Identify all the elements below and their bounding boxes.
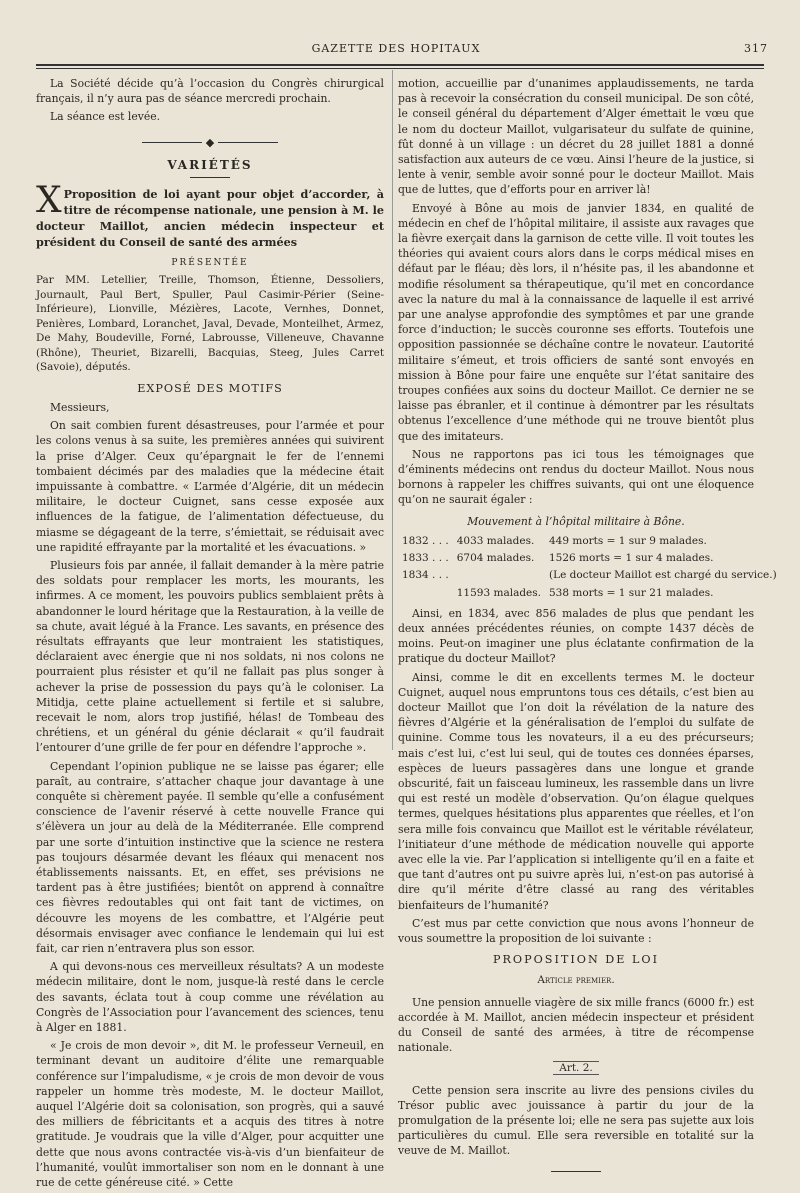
proposal-title — [36, 180, 384, 250]
paragraph: Ainsi, en 1834, avec 856 malades de plus que pendant les deux années précédentes réunies, on compte 1437 décès de moins. Peut-on imaginer une plus éclatante confirmation de la pratique du docteur Maillot? — [398, 606, 754, 666]
left-column — [36, 76, 384, 1193]
mortality-table — [398, 533, 781, 602]
table-row — [398, 567, 781, 584]
deputies-list: Par MM. Letellier, Treille, Thomson, Étienne, Dessoliers, Journault, Paul Bert, Spuller, Paul Casimir-Périer (Seine-Inférieure), Lionville, Mézières, Lacote, Vernhes, Donnet, Penières, Lombard, Loranchet, Javal, Devade, Monteilhet, Armez, De Mahy, Boudeville, Forné, Labrousse, Villeneuve, Chavanne (Rhône), Theuriet, Bizarelli, Bacquias, Steeg, Jules Carret (Savoie), députés. — [36, 274, 384, 374]
table-cell: 11593 malades. — [456, 586, 541, 599]
journal-title: GAZETTE DES HOPITAUX — [311, 42, 481, 55]
law-title: PROPOSITION DE LOI — [492, 953, 660, 967]
table-cell: 538 morts = 1 sur 21 malades. — [549, 586, 714, 599]
article-2-text: Cette pension sera inscrite au livre des pensions civiles du Trésor public avec jouissance à partir du jour de la promulgation de la présente loi; elle ne sera pas sujette aux lois particulières du cumul. Elle sera reversible en totalité sur la veuve de M. Maillot. — [398, 1083, 754, 1158]
paragraph: motion, accueillie par d’unanimes applaudissements, ne tarda pas à recevoir la consécration du conseil municipal. De son côté, le conseil général du département d’Alger émettait le vœu que le nom du docteur Maillot, vulgarisateur du sulfate de quinine, fût donné à un village : un décret du 28 juillet 1881 a donné satisfaction aux auteurs de ce vœu. Ainsi l’heure de la justice, si lente à venir, semble avoir sonné pour le docteur Maillot. Mais que de luttes, que d’efforts pour en arriver là! — [398, 77, 754, 197]
paragraph: Nous ne rapportons pas ici tous les témoignages que d’éminents médecins ont rendus du docteur Maillot. Nous nous bornons à rappeler les chiffres suivants, qui ont une éloquence qu’on ne saurait égaler : — [398, 447, 754, 507]
column-separator — [392, 70, 393, 750]
paragraph: A qui devons-nous ces merveilleux résultats? A un modeste médecin militaire, dont le nom, jusque-là resté dans le cercle des savants, éclata tout à coup comme une révélation au Congrès de l’Association pour l’avancement des sciences, tenu à Alger en 1881. — [36, 960, 384, 1035]
paragraph: Cependant l’opinion publique ne se laisse pas égarer; elle paraît, au contraire, s’attacher chaque jour davantage à une conquête si chèrement payée. Il semble qu’elle a confusément conscience de l’avenir réservé à cette nouvelle France qui s’élèvera un jour au delà de la Méditerranée. Elle comprend par une sorte d’intuition instinctive que la science ne restera pas toujours désarmée devant les fléaux qui menacent nos établissements naissants. Et, en effet, ses prévisions ne tardent pas à être justifiées; bientôt on apprend à connaître ces fièvres redoutables qui ont fait tant de victimes, on découvre les moyens de les combattre, et l’Algérie peut désormais envisager avec confiance le lendemain qui lui est fait, car rien n’entravera plus son essor. — [36, 759, 384, 956]
table-row — [398, 585, 781, 602]
table-cell: 1832 . . . — [402, 534, 449, 547]
table-cell: (Le docteur Maillot est chargé du service.) — [549, 569, 777, 582]
presented-label: PRÉSENTÉE — [171, 258, 249, 269]
table-cell — [398, 585, 453, 602]
page-number: 317 — [744, 42, 768, 55]
proposal-title-text: Proposition de loi ayant pour objet d’accorder, à titre de récompense nationale, une pension à M. le docteur Maillot, ancien médecin inspecteur et président du Conseil de santé des armées — [36, 187, 384, 250]
drop-cap: X — [36, 180, 62, 222]
running-header — [24, 42, 768, 58]
paragraph: « Je crois de mon devoir », dit M. le professeur Verneuil, en terminant devant un auditoire d’élite une remarquable conférence sur l’impaludisme, « je crois de mon devoir de vous rappeler un homme très modeste, M. le docteur Maillot, auquel l’Algérie doit sa colonisation, son progrès, qui a sauvé des milliers de fébricitants et a acquis des titres à notre gratitude. Je voudrais que la ville d’Alger, pour acquitter une dette que nous avons contractée vis-à-vis d’un bienfaiteur de l’humanité, voulût immortaliser son nom en le donnant à une rue de cette généreuse cité. » Cette — [36, 1039, 384, 1190]
paragraph: On sait combien furent désastreuses, pour l’armée et pour les colons venus à sa suite, les premières années qui suivirent la prise d’Alger. Ceux qu’épargnait le fer de l’ennemi tombaient décimés par des maladies que la médecine était impuissante à combattre. « L’armée d’Algérie, dit un médecin militaire, le docteur Cuignet, sans cesse exposée aux influences de la fatigue, de l’alimentation défectueuse, du miasme se dégageant de la terre, s’émiettait, se réduisait avec une rapidité effrayante par la mortalité et les évacuations. » — [36, 419, 384, 554]
table-cell: 449 morts = 1 sur 9 malades. — [549, 534, 707, 547]
salutation: Messieurs, — [50, 400, 110, 414]
table-cell: 1834 . . . — [402, 569, 449, 582]
paragraph: Ainsi, comme le dit en excellents termes M. le docteur Cuignet, auquel nous empruntons tous ces détails, c’est bien au docteur Maillot que l’on doit la révélation de la nature des fièvres d’Algérie et la généralisation de l’emploi du sulfate de quinine. Comme tous les novateurs, il a eu des précurseurs; mais c’est lui, c’est lui seul, qui de toutes ces données éparses, espèces de lueurs passagères dans une longue et grande obscurité, fait un faisceau lumineux, les rassemble dans un livre qui est resté un modèle d’observation. Qu’on élague quelques termes, quelques hésitations plus apparentes que réelles, et l’on sera mille fois convaincu que Maillot est le véritable révélateur, l’initiateur d’une méthode de médication nouvelle qui apporte avec elle la vie. Par l’application si intelligente qu’il en a faite et que tant d’autres ont pu suivre après lui, n’est-on pas autorisé à dire qu’il mérite d’être classé au rang des véritables bienfaiteurs de l’humanité? — [398, 670, 754, 912]
header-rule-thick — [36, 64, 764, 66]
expose-heading: EXPOSÉ DES MOTIFS — [137, 381, 283, 395]
paragraph: C’est mus par cette conviction que nous avons l’honneur de vous soumettre la proposition de loi suivante : — [398, 916, 754, 945]
header-rule-thin — [36, 68, 764, 69]
paragraph: La séance est levée. — [50, 110, 161, 124]
table-cell: 6704 malades. — [456, 552, 535, 565]
article-1-heading: Article premier. — [537, 974, 615, 987]
table-row — [398, 533, 781, 550]
table-title: Mouvement à l’hôpital militaire à Bône. — [467, 514, 685, 528]
table-row — [398, 550, 781, 567]
end-rule — [551, 1171, 601, 1172]
article-1-text: Une pension annuelle viagère de six mille francs (6000 fr.) est accordée à M. Maillot, ancien médecin inspecteur et président du Conseil de santé des armées, à titre de récompense nationale. — [398, 995, 754, 1055]
table-cell — [453, 567, 545, 584]
article-2-heading — [398, 1061, 754, 1076]
section-title: VARIÉTÉS — [167, 157, 253, 172]
paragraph: Envoyé à Bône au mois de janvier 1834, en qualité de médecin en chef de l’hôpital militaire, il assiste aux ravages que la fièvre exerçait dans la garnison de cette ville. Il voit toutes les théories qui avaient cours alors dans le corps médical mises en défaut par le fléau; dès lors, il n’hésite pas, il les abandonne et modifie résolument sa thérapeutique, qu’il met en concordance avec la nature du mal à la connaissance de laquelle il est arrivé par une analyse approfondie des symptômes et par une grande force d’induction; le succès couronne ses efforts. Toutefois une opposition passionnée se déchaîne contre le novateur. L’autorité militaire s’émeut, et trois officiers de santé sont envoyés en mission à Bône pour faire une enquête sur l’état sanitaire des troupes confiées aux soins du docteur Maillot. Ce dernier ne se laisse pas ébranler, et il continue à démontrer par les résultats obtenus l’excellence d’une méthode qui ne trouve bientôt plus que des imitateurs. — [398, 201, 754, 443]
table-cell: 4033 malades. — [456, 534, 535, 547]
ornament-divider: ◆ — [36, 135, 384, 150]
article-2-label: Art. 2. — [553, 1061, 599, 1075]
right-column — [398, 76, 777, 1172]
paragraph: Plusieurs fois par année, il fallait demander à la mère patrie des soldats pour remplacer les morts, les mourants, les infirmes. A ce moment, les pouvoirs publics semblaient prêts à abandonner le lourd héritage que la Restauration, à la veille de sa chute, avait légué à la France. Les savants, en présence des résultats effrayants que leur montraient les statistiques, déclaraient avec énergie que ni nos soldats, ni nos colons ne pourraient plus résister et qu’il ne fallait pas plus songer à achever la prise de possession du pays qu’à le coloniser. La Mitidja, cette plaine actuellement si fertile et si salubre, recevait le nom, alors trop justifié, hélas! de Tombeau des chrétiens, et un général du génie déclarait « qu’il faudrait l’entourer d’une grille de fer pour en défendre l’approche ». — [36, 558, 384, 755]
paragraph: La Société décide qu’à l’occasion du Congrès chirurgical français, il n’y aura pas de séance mercredi prochain. — [36, 77, 384, 106]
table-cell: 1526 morts = 1 sur 4 malades. — [549, 552, 714, 565]
table-cell: 1833 . . . — [402, 552, 449, 565]
short-rule — [190, 177, 230, 178]
